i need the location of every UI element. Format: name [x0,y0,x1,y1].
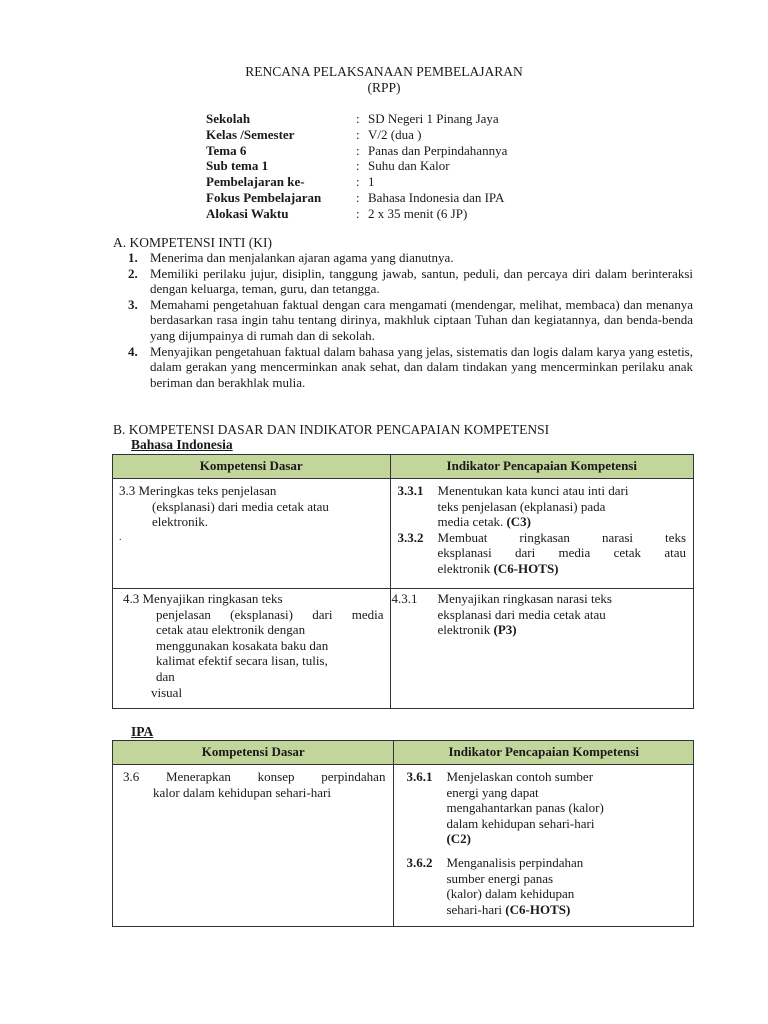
identity-key: Sub tema 1 [206,158,269,174]
identity-key: Tema 6 [206,142,247,158]
cognitive-level-badge: (C6-HOTS) [505,901,571,917]
indicator-line: energi yang dapat [446,784,539,800]
column-header: Indikator Pencapaian Kompetensi [390,455,693,479]
indicator-line: mengahantarkan panas (kalor) [446,800,604,816]
table-row [113,479,694,589]
identity-key: Fokus Pembelajaran [206,189,322,205]
ki-text: Memiliki perilaku jujur, disiplin, tanggung jawab, santun, peduli, dan percaya diri dalam berinteraksi dengan keluarga, teman, guru, dan tetangga. [150,265,693,297]
indicator-line: Menjelaskan contoh sumber [446,769,594,784]
cognitive-level-badge: (C2) [446,831,471,847]
identity-value: 2 x 35 menit (6 JP) [368,205,468,221]
identity-key: Kelas /Semester [206,126,295,142]
list-item [128,297,693,344]
column-header: Indikator Pencapaian Kompetensi [394,741,694,765]
kd-text: . [119,531,122,543]
identity-value: SD Negeri 1 Pinang Jaya [368,111,499,126]
list-item [128,266,693,297]
indicator-line [438,514,686,530]
table-ipa [112,740,694,927]
indicator-item [398,530,686,577]
indicator-line: Menentukan kata kunci atau inti dari [437,483,629,498]
kd-text: 3.6 Menerapkan konsep perpindahan [123,769,386,784]
subheading-ipa: IPA [131,724,154,739]
table-cell [390,479,693,589]
section-b-title: B. KOMPETENSI DASAR DAN INDIKATOR PENCAPAIAN KOMPETENSI [113,422,550,437]
indicator-line [438,561,686,577]
kd-cell [119,483,384,545]
identity-sep: : [356,111,360,126]
ki-text: Memahami pengetahuan faktual dengan cara mengamati (mendengar, melihat, membaca) dan menanya berdasarkan rasa ingin tahu tentang dirinya, makhluk ciptaan Tuhan dan kegiatannya, dan benda-benda yang dijumpainya di rumah dan di sekolah. [150,296,693,343]
identity-sep: : [356,126,360,142]
column-header: Kompetensi Dasar [113,741,394,765]
document-subtitle: (RPP) [367,80,401,95]
ki-list [128,250,693,390]
kd-text: menggunakan kosakata baku dan [156,637,329,653]
ki-text: Menerima dan menjalankan ajaran agama yang dianutnya. [150,250,454,265]
indicator-number: 3.6.1 [406,769,433,784]
table-cell [394,765,694,927]
indicator-line: dalam kehidupan sehari-hari [446,815,595,831]
table-row [113,589,694,709]
kd-cell [123,591,384,700]
identity-row [206,111,626,127]
kd-text: penjelasan (eksplanasi) dari media [156,606,384,622]
identity-key: Sekolah [206,111,251,126]
indicator-text [438,483,686,530]
identity-key: Alokasi Waktu [206,205,289,221]
indicator-text [438,530,686,577]
table-cell [113,765,394,927]
identity-sep: : [356,174,360,190]
indicator-line: sumber energi panas [446,870,554,886]
document-title: RENCANA PELAKSANAAN PEMBELAJARAN [245,64,523,79]
list-item [128,344,693,391]
indicator-line [438,622,686,638]
table-cell [390,589,693,709]
ki-number: 2. [128,265,138,281]
indicator-number: 3.3.1 [397,483,424,498]
identity-sep: : [356,158,360,174]
table-cell [113,479,391,589]
indicator-line: (kalor) dalam kehidupan [446,886,575,902]
indicator-line-text: elektronik [437,560,491,576]
indicator-line-text: sehari-hari [446,901,503,917]
indicator-line: Menganalisis perpindahan [446,854,584,870]
identity-row [206,190,626,206]
indicator-text [438,591,686,638]
column-header: Kompetensi Dasar [113,455,391,479]
cognitive-level-badge: (C6-HOTS) [493,560,559,576]
kd-text: kalor dalam kehidupan sehari-hari [153,784,331,800]
kd-text: 3.3 Meringkas teks penjelasan [119,483,277,498]
indicator-cell [406,769,686,917]
identity-row [206,158,626,174]
identity-key: Pembelajaran ke- [206,174,305,190]
kd-text: kalimat efektif secara lisan, tulis, [156,653,328,669]
table-row [113,765,694,927]
identity-value: V/2 (dua ) [368,126,422,142]
identity-value: Bahasa Indonesia dan IPA [368,189,505,205]
table-header-row [113,741,694,765]
kd-text: visual [151,684,183,700]
indicator-item [406,769,686,847]
indicator-cell [392,591,686,638]
kd-text: (eksplanasi) dari media cetak atau [152,498,329,514]
cognitive-level-badge: (C3) [506,514,532,530]
kd-text: 4.3 Menyajikan ringkasan teks [123,591,283,606]
identity-row [206,206,626,222]
indicator-number: 3.3.2 [397,529,424,545]
indicator-number: 3.6.2 [406,854,433,870]
identity-value: 1 [368,174,375,190]
kd-text: elektronik. [152,514,208,530]
identity-row [206,174,626,190]
section-a-title: A. KOMPETENSI INTI (KI) [113,235,272,250]
cognitive-level-badge: (P3) [493,622,517,638]
table-bahasa-indonesia [112,454,694,709]
indicator-line-text: media cetak. [437,514,504,530]
indicator-item [392,591,686,638]
indicator-number: 4.3.1 [391,591,418,606]
indicator-line: Membuat ringkasan narasi teks [437,529,686,545]
indicator-line: eksplanasi dari media cetak atau [437,545,686,561]
indicator-line: eksplanasi dari media cetak atau [437,606,606,622]
list-item [128,250,693,266]
identity-value: Suhu dan Kalor [368,158,450,174]
table-cell [113,589,391,709]
identity-block [206,111,626,222]
indicator-text [446,769,686,847]
indicator-line [446,902,686,918]
subheading-bahasa-indonesia: Bahasa Indonesia [131,437,233,452]
identity-value: Panas dan Perpindahannya [368,142,508,158]
identity-sep: : [356,142,360,158]
ki-number: 1. [128,250,138,265]
indicator-cell [398,483,686,577]
identity-sep: : [356,205,360,221]
identity-row [206,143,626,159]
ki-text: Menyajikan pengetahuan faktual dalam bahasa yang jelas, sistematis dan logis dalam karya yang estetis, dalam gerakan yang mencerminkan anak sehat, dan dalam tindakan yang mencerminkan perilaku anak beriman dan berakhlak mulia. [150,343,693,390]
kd-text: cetak atau elektronik dengan [156,622,306,638]
kd-text: dan [156,668,175,684]
ki-number: 4. [128,343,138,359]
indicator-line: teks penjelasan (ekplanasi) pada [437,498,606,514]
indicator-line: Menyajikan ringkasan narasi teks [437,591,612,606]
indicator-item [398,483,686,530]
kd-cell [123,769,385,800]
indicator-item [406,855,686,917]
indicator-line-text: elektronik [437,622,491,638]
identity-row [206,127,626,143]
table-header-row [113,455,694,479]
identity-sep: : [356,189,360,205]
indicator-text [446,855,686,917]
ki-number: 3. [128,296,138,312]
